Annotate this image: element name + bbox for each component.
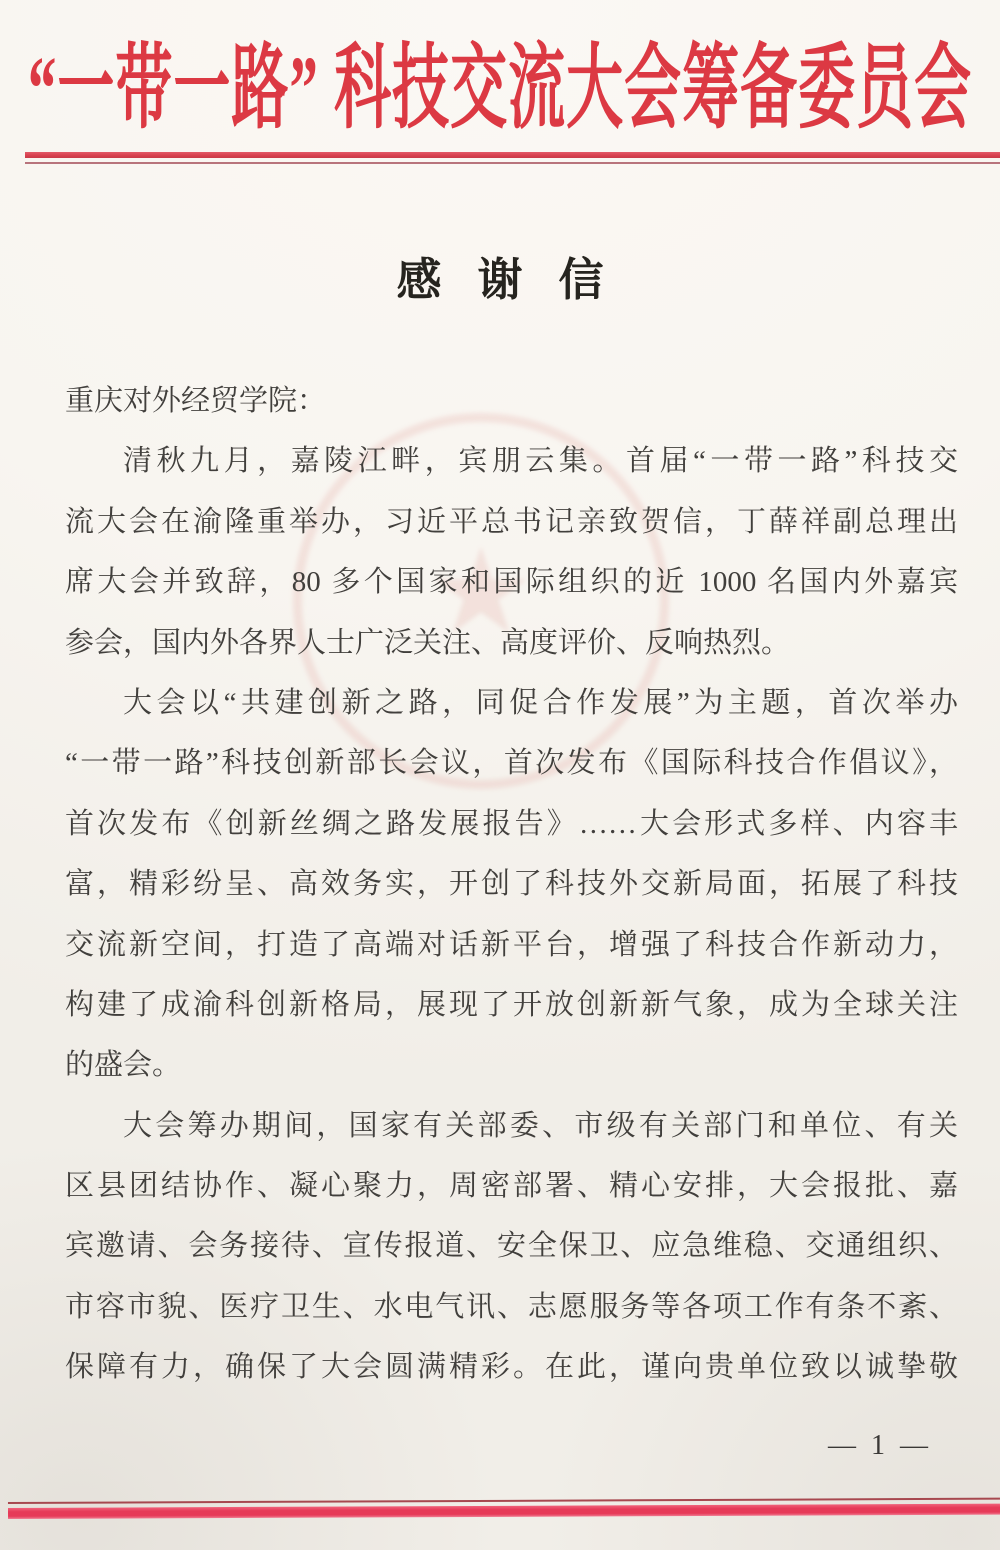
body-line: 构建了成渝科创新格局，展现了开放创新新气象，成为全球关注 bbox=[65, 988, 958, 1021]
body-line: 大会以“共建创新之路，同促合作发展”为主题，首次举办 bbox=[123, 686, 958, 719]
body-line: 交流新空间，打造了高端对话新平台，增强了科技合作新动力， bbox=[65, 928, 958, 961]
body-line: 参会，国内外各界人士广泛关注、高度评价、反响热烈。 bbox=[65, 626, 791, 659]
star-icon: ★ bbox=[428, 527, 534, 658]
body-line: 市容市貌、医疗卫生、水电气讯、志愿服务等各项工作有条不紊、 bbox=[65, 1290, 958, 1323]
document-title-text: 感谢信 bbox=[396, 255, 640, 305]
body-line: 重庆对外经贸学院： bbox=[65, 385, 327, 417]
page-number: — 1 — bbox=[828, 1430, 932, 1461]
footer-rule bbox=[8, 1498, 1000, 1519]
body-paragraphs bbox=[65, 371, 958, 1398]
body-line: 席大会并致辞，80 多个国家和国际组织的近 1000 名国内外嘉宾 bbox=[65, 566, 958, 599]
letterhead-title: “一带一路” 科技交流大会筹备委员会 bbox=[27, 38, 973, 141]
document-title bbox=[0, 243, 1000, 308]
body-line: 保障有力，确保了大会圆满精彩。在此，谨向贵单位致以诚挚敬 bbox=[65, 1351, 958, 1384]
body-line: 首次发布《创新丝绸之路发展报告》……大会形式多样、内容丰 bbox=[65, 807, 958, 840]
body-line: 大会筹办期间，国家有关部委、市级有关部门和单位、有关 bbox=[123, 1109, 958, 1142]
body-line: “一带一路”科技创新部长会议，首次发布《国际科技合作倡议》， bbox=[65, 747, 958, 780]
body-line: 的盛会。 bbox=[65, 1049, 182, 1082]
body-line: 区县团结协作、凝心聚力，周密部署、精心安排，大会报批、嘉 bbox=[65, 1170, 958, 1203]
body-line: 富，精彩纷呈、高效务实，开创了科技外交新局面，拓展了科技 bbox=[65, 868, 958, 901]
body-line: 宾邀请、会务接待、宣传报道、安全保卫、应急维稳、交通组织、 bbox=[65, 1230, 958, 1263]
header-rule bbox=[25, 152, 1000, 164]
body-line: 清秋九月，嘉陵江畔，宾朋云集。首届“一带一路”科技交 bbox=[123, 445, 958, 478]
body-line: 流大会在渝隆重举办，习近平总书记亲致贺信，丁薛祥副总理出 bbox=[65, 505, 958, 538]
header-rule-thin-line bbox=[25, 162, 1000, 164]
